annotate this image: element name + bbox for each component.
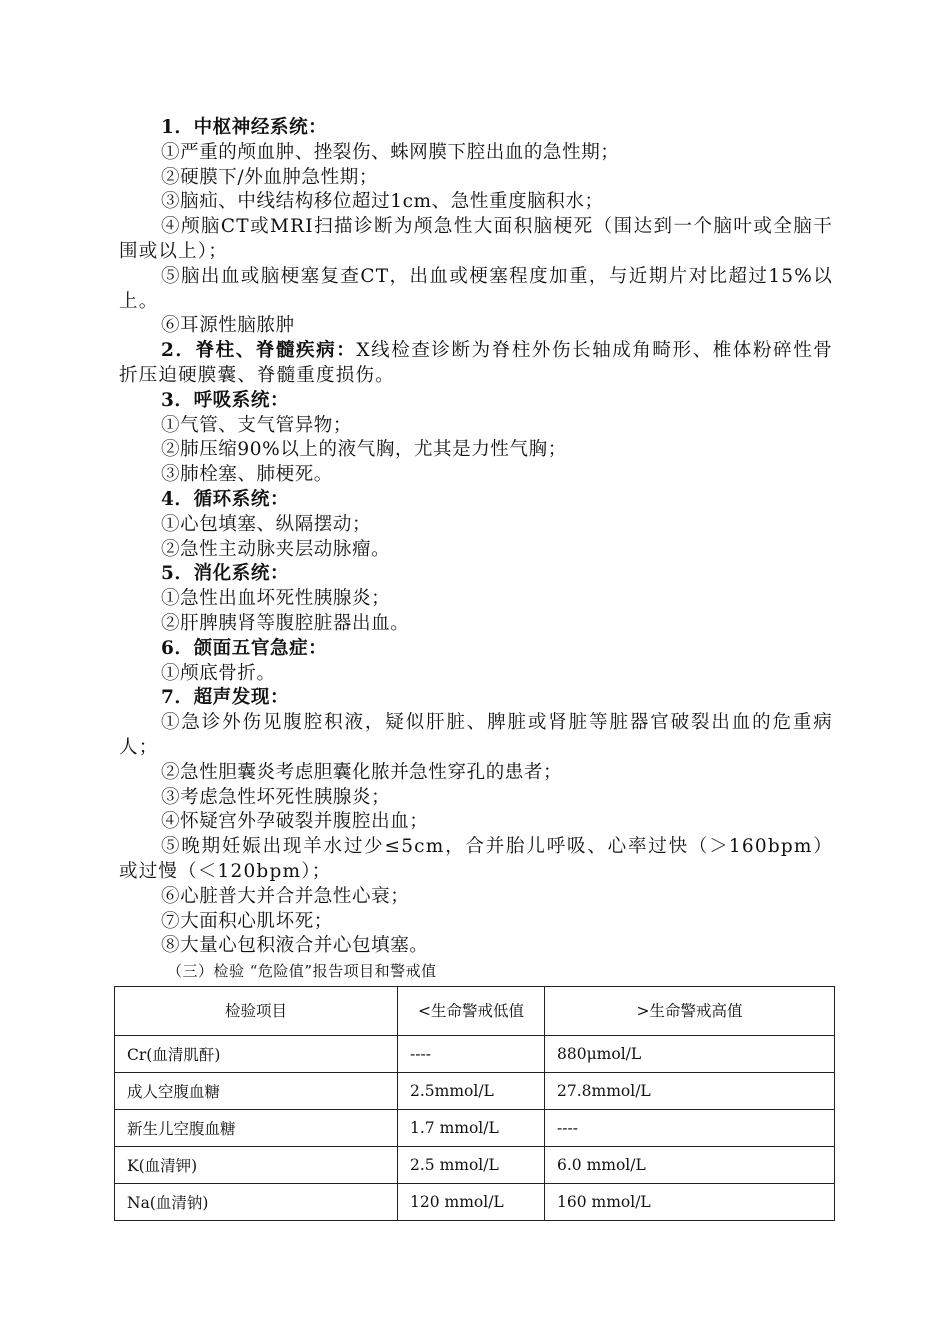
section-heading: 7．超声发现： <box>161 687 290 709</box>
list-item: ②肝脾胰肾等腹腔脏器出血。 <box>161 612 410 634</box>
table-row <box>115 1110 835 1147</box>
table-row <box>115 1036 835 1073</box>
section-heading: 4．循环系统： <box>161 488 290 510</box>
list-item: ③脑疝、中线结构移位超过1cm、急性重度脑积水； <box>161 191 604 213</box>
section-heading: 2．脊柱、脊髓疾病： <box>161 340 357 362</box>
section-text: X线检查诊断为脊柱外伤长轴成角畸形、椎体粉碎性骨折压迫硬膜囊、脊髓重度损伤。 <box>119 340 833 386</box>
list-item: ⑦大面积心肌坏死； <box>161 910 333 932</box>
table-caption: （三）检验 “危险值”报告项目和警戒值 <box>167 962 437 981</box>
table-cell: 新生儿空腹血糖 <box>115 1110 398 1147</box>
list-item: ①心包填塞、纵隔摆动； <box>161 513 372 535</box>
table-cell: 成人空腹血糖 <box>115 1073 398 1110</box>
table-cell: 27.8mmol/L <box>545 1073 835 1110</box>
section-heading: 6．颌面五官急症： <box>161 637 328 659</box>
table-cell: 6.0 mmol/L <box>545 1147 835 1184</box>
table-cell: 2.5 mmol/L <box>398 1147 545 1184</box>
list-item: ⑤脑出血或脑梗塞复查CT，出血或梗塞程度加重，与近期片对比超过15%以上。 <box>119 265 833 312</box>
document-body <box>119 116 833 982</box>
section-heading: 5．消化系统： <box>161 563 290 585</box>
table-row <box>115 1073 835 1110</box>
section-heading: 3．呼吸系统： <box>161 389 290 411</box>
list-item: ①急诊外伤见腹腔积液，疑似肝脏、脾脏或肾脏等脏器官破裂出血的危重病人； <box>119 712 833 758</box>
table-cell: ---- <box>545 1110 835 1147</box>
list-item: ③考虑急性坏死性胰腺炎； <box>161 786 391 808</box>
column-header-item: 检验项目 <box>115 987 398 1036</box>
column-header-high: >生命警戒高值 <box>545 987 835 1036</box>
list-item: ①气管、支气管异物； <box>161 414 353 436</box>
table-cell: 2.5mmol/L <box>398 1073 545 1110</box>
list-item: ⑥心脏普大并合并急性心衰； <box>161 885 410 907</box>
list-item: ⑧大量心包积液合并心包填塞。 <box>161 935 429 957</box>
list-item: ⑥耳源性脑脓肿 <box>161 315 295 337</box>
list-item: ②硬膜下/外血肿急性期； <box>161 166 378 188</box>
column-header-low: <生命警戒低值 <box>398 987 545 1036</box>
list-item: ④颅脑CT或MRI扫描诊断为颅急性大面积脑梗死（围达到一个脑叶或全脑干围或以上）； <box>119 216 833 262</box>
table-cell: 880μmol/L <box>545 1036 835 1073</box>
list-item: ①急性出血坏死性胰腺炎； <box>161 588 391 610</box>
list-item: ①严重的颅血肿、挫裂伤、蛛网膜下腔出血的急性期； <box>161 141 620 163</box>
table-cell: 120 mmol/L <box>398 1184 545 1221</box>
list-item: ②急性主动脉夹层动脉瘤。 <box>161 538 391 560</box>
section-heading: 1．中枢神经系统： <box>161 117 328 138</box>
table-row <box>115 1147 835 1184</box>
table-cell: 160 mmol/L <box>545 1184 835 1221</box>
table-cell: Cr(血清肌酐) <box>115 1036 398 1073</box>
table-cell: ---- <box>398 1036 545 1073</box>
table-cell: Na(血清钠) <box>115 1184 398 1221</box>
critical-values-table <box>114 986 835 1221</box>
list-item: ③肺栓塞、肺梗死。 <box>161 464 333 486</box>
table-cell: K(血清钾) <box>115 1147 398 1184</box>
table-cell: 1.7 mmol/L <box>398 1110 545 1147</box>
list-item: ②肺压缩90%以上的液气胸，尤其是力性气胸； <box>161 439 567 461</box>
table-row <box>115 1184 835 1221</box>
table-header-row <box>115 987 835 1036</box>
list-item: ①颅底骨折。 <box>161 662 276 684</box>
section-paragraph <box>119 339 833 389</box>
list-item: ④怀疑宫外孕破裂并腹腔出血； <box>161 811 429 833</box>
list-item: ⑤晚期妊娠出现羊水过少≤5cm，合并胎儿呼吸、心率过快（＞160bpm）或过慢（＜120bpm）； <box>119 836 833 882</box>
list-item: ②急性胆囊炎考虑胆囊化脓并急性穿孔的患者； <box>161 761 563 783</box>
